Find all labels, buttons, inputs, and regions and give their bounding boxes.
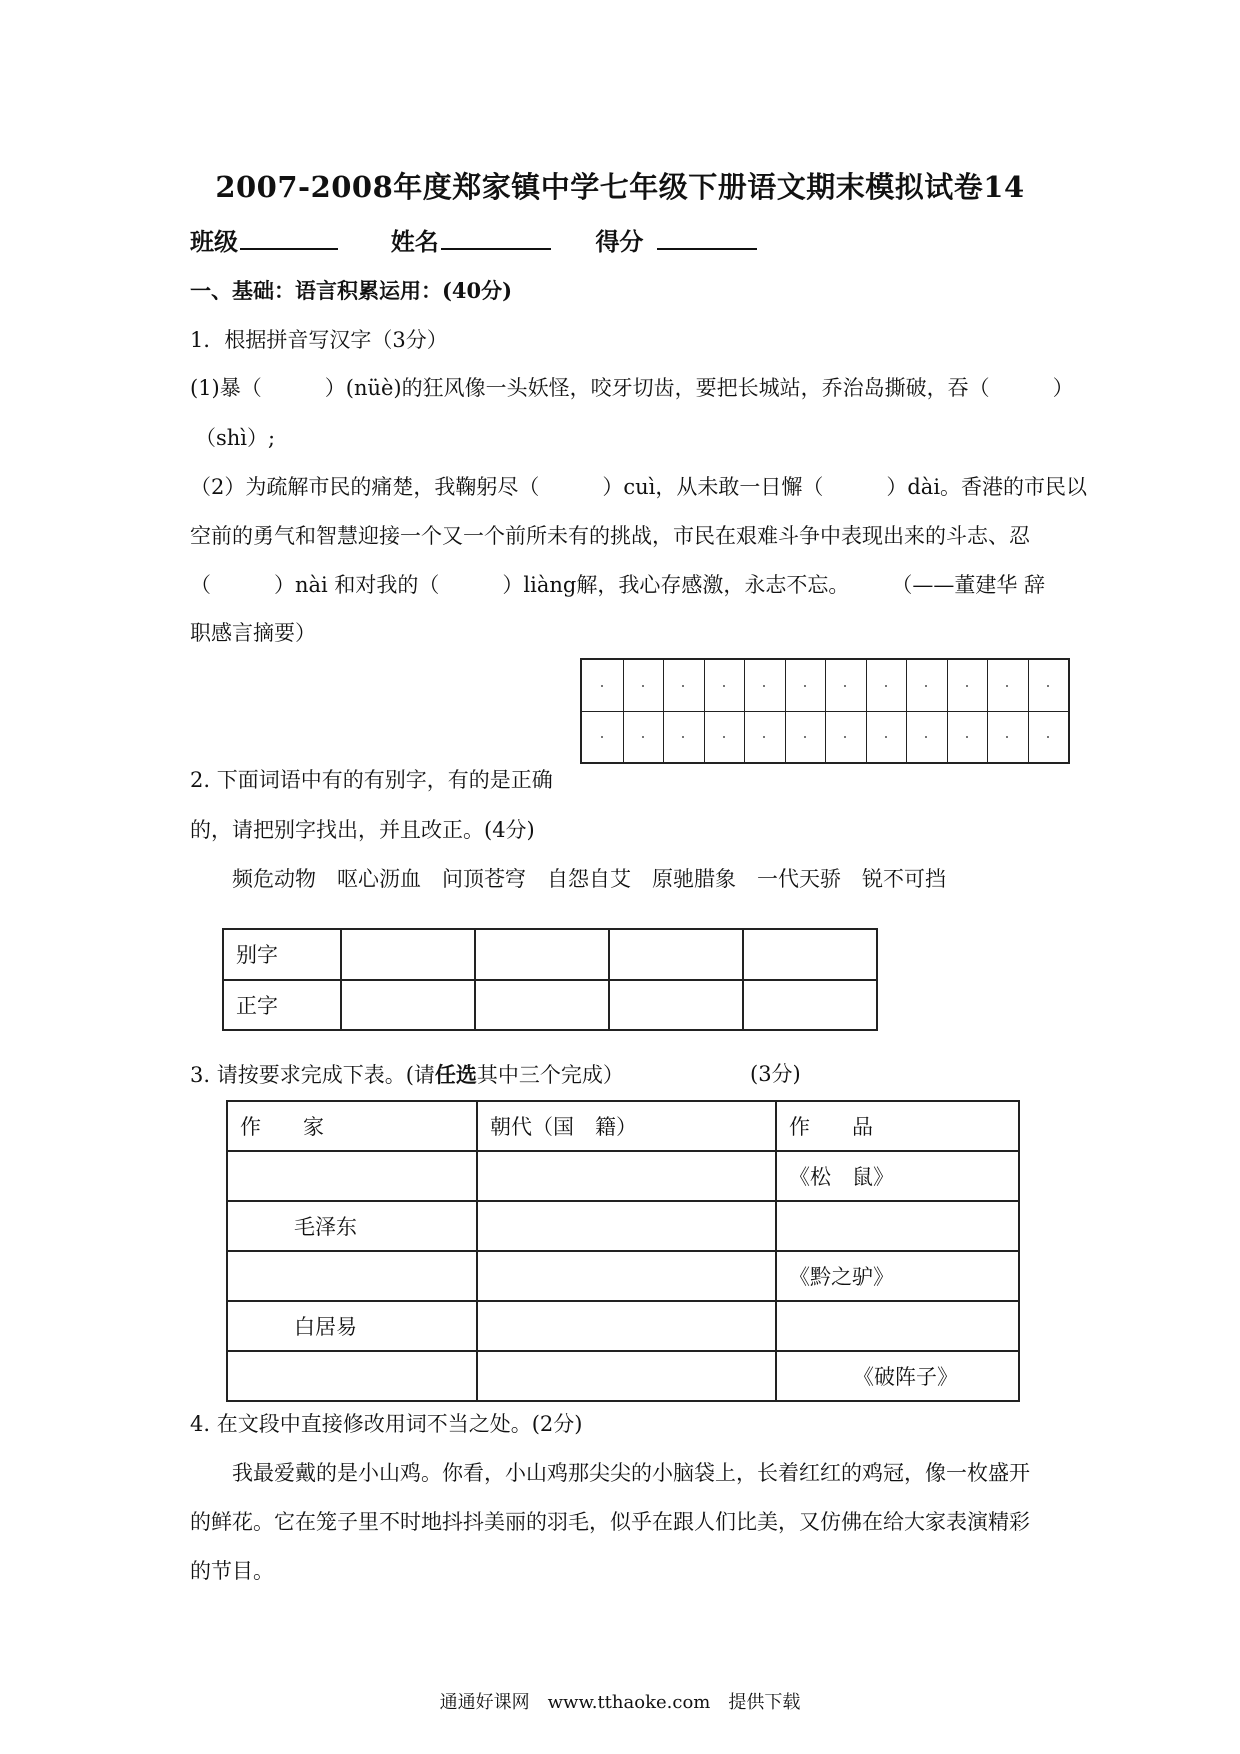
header-work: 作 品	[776, 1101, 1019, 1151]
table-row	[227, 1251, 1019, 1301]
name-blank[interactable]	[441, 247, 551, 250]
class-blank[interactable]	[240, 247, 338, 250]
footer-credit: 通通好课网 www.tthaoke.com 提供下载	[439, 1692, 801, 1713]
q2-correction-table	[222, 928, 878, 1031]
answer-cell[interactable]	[341, 980, 475, 1031]
grid-cell-dot	[763, 685, 765, 687]
grid-cell-dot	[844, 736, 846, 738]
q2-words: 频危动物 呕心沥血 问顶苍穹 自怨自艾 原驰腊象 一代天骄 锐不可挡	[232, 867, 946, 891]
author-cell[interactable]: 毛泽东	[227, 1201, 477, 1251]
grid-column-line	[947, 660, 948, 762]
table-row	[223, 929, 877, 980]
answer-cell[interactable]	[609, 980, 743, 1031]
grid-cell-dot	[1047, 685, 1049, 687]
header-author: 作 家	[227, 1101, 477, 1151]
dynasty-cell[interactable]	[477, 1151, 776, 1201]
q1-answer-grid[interactable]	[580, 658, 1070, 764]
q1-line2: （shì）;	[195, 426, 276, 450]
grid-cell-dot	[682, 685, 684, 687]
work-cell[interactable]	[776, 1201, 1019, 1251]
grid-cell-dot	[844, 685, 846, 687]
q1-line6: 职感言摘要）	[190, 621, 316, 645]
grid-cell-dot	[763, 736, 765, 738]
grid-cell-dot	[925, 736, 927, 738]
grid-column-line	[785, 660, 786, 762]
grid-cell-dot	[1047, 736, 1049, 738]
exam-title: 2007-2008年度郑家镇中学七年级下册语文期末模拟试卷14	[215, 170, 1025, 204]
grid-cell-dot	[804, 736, 806, 738]
q3-heading	[190, 1062, 624, 1088]
grid-column-line	[704, 660, 705, 762]
answer-cell[interactable]	[609, 929, 743, 980]
work-cell[interactable]: 《松 鼠》	[776, 1151, 1019, 1201]
grid-cell-dot	[601, 685, 603, 687]
dynasty-cell[interactable]	[477, 1251, 776, 1301]
dynasty-cell[interactable]	[477, 1301, 776, 1351]
row-label-wrong: 别字	[223, 929, 341, 980]
header-dynasty: 朝代（国 籍）	[477, 1101, 776, 1151]
table-row	[227, 1301, 1019, 1351]
grid-cell-dot	[1006, 736, 1008, 738]
q3-points: (3分)	[750, 1062, 801, 1086]
author-cell[interactable]	[227, 1151, 477, 1201]
grid-column-line	[744, 660, 745, 762]
q4-line3: 的节目。	[190, 1559, 274, 1583]
table-row	[227, 1351, 1019, 1401]
score-blank[interactable]	[657, 247, 757, 250]
grid-column-line	[866, 660, 867, 762]
class-label: 班级	[190, 227, 238, 256]
row-label-correct: 正字	[223, 980, 341, 1031]
grid-column-line	[663, 660, 664, 762]
grid-cell-dot	[723, 685, 725, 687]
author-cell[interactable]	[227, 1251, 477, 1301]
grid-cell-dot	[925, 685, 927, 687]
grid-cell-dot	[966, 685, 968, 687]
q1-line4: 空前的勇气和智慧迎接一个又一个前所未有的挑战，市民在艰难斗争中表现出来的斗志、忍	[190, 524, 1030, 548]
q4-line2: 的鲜花。它在笼子里不时地抖抖美丽的羽毛，似乎在跟人们比美，又仿佛在给大家表演精彩	[190, 1510, 1030, 1534]
work-cell[interactable]: 《破阵子》	[776, 1351, 1019, 1401]
grid-cell-dot	[642, 736, 644, 738]
table-row	[223, 980, 877, 1031]
q1-line5: （ ）nài 和对我的（ ）liàng解，我心存感激，永志不忘。 （——董建华 辞	[190, 573, 1046, 597]
q4-line1: 我最爱戴的是小山鸡。你看，小山鸡那尖尖的小脑袋上，长着红红的鸡冠，像一枚盛开	[232, 1461, 1030, 1485]
grid-cell-dot	[601, 736, 603, 738]
q3-heading-c: 其中三个完成）	[476, 1063, 624, 1087]
grid-cell-dot	[804, 685, 806, 687]
q4-heading: 4. 在文段中直接修改用词不当之处。(2分)	[190, 1412, 583, 1436]
grid-cell-dot	[885, 685, 887, 687]
q1-line1: (1)暴（ ）(nüè)的狂风像一头妖怪，咬牙切齿，要把长城站，乔治岛撕破，吞（ ）	[190, 376, 1074, 400]
grid-column-line	[906, 660, 907, 762]
grid-cell-dot	[1006, 685, 1008, 687]
grid-cell-dot	[966, 736, 968, 738]
grid-column-line	[1028, 660, 1029, 762]
q3-heading-b: 任选	[434, 1062, 477, 1087]
answer-cell[interactable]	[743, 929, 877, 980]
q3-table	[226, 1100, 1020, 1402]
table-row	[227, 1151, 1019, 1201]
table-header-row	[227, 1101, 1019, 1151]
work-cell[interactable]: 《黔之驴》	[776, 1251, 1019, 1301]
author-cell[interactable]	[227, 1351, 477, 1401]
q1-heading: 1．根据拼音写汉字（3分）	[190, 328, 448, 352]
answer-cell[interactable]	[341, 929, 475, 980]
dynasty-cell[interactable]	[477, 1351, 776, 1401]
q2-heading-line1: 2. 下面词语中有的有别字，有的是正确	[190, 768, 553, 792]
name-label: 姓名	[390, 227, 439, 256]
table-row	[227, 1201, 1019, 1251]
answer-cell[interactable]	[475, 929, 609, 980]
author-cell[interactable]: 白居易	[227, 1301, 477, 1351]
score-label: 得分	[595, 227, 644, 256]
grid-cell-dot	[885, 736, 887, 738]
grid-cell-dot	[723, 736, 725, 738]
grid-cell-dot	[682, 736, 684, 738]
header-fields	[190, 228, 757, 257]
work-cell[interactable]	[776, 1301, 1019, 1351]
q2-heading-line2: 的，请把别字找出，并且改正。(4分)	[190, 818, 535, 842]
grid-column-line	[987, 660, 988, 762]
answer-cell[interactable]	[475, 980, 609, 1031]
answer-cell[interactable]	[743, 980, 877, 1031]
grid-cell-dot	[642, 685, 644, 687]
dynasty-cell[interactable]	[477, 1201, 776, 1251]
q1-line3: （2）为疏解市民的痛楚，我鞠躬尽（ ）cuì，从未敢一日懈（ ）dài。香港的市民以	[190, 475, 1088, 499]
section1-heading: 一、基础：语言积累运用：(40分)	[190, 278, 513, 303]
grid-column-line	[623, 660, 624, 762]
grid-column-line	[825, 660, 826, 762]
q3-heading-a: 3. 请按要求完成下表。(请	[190, 1063, 435, 1087]
